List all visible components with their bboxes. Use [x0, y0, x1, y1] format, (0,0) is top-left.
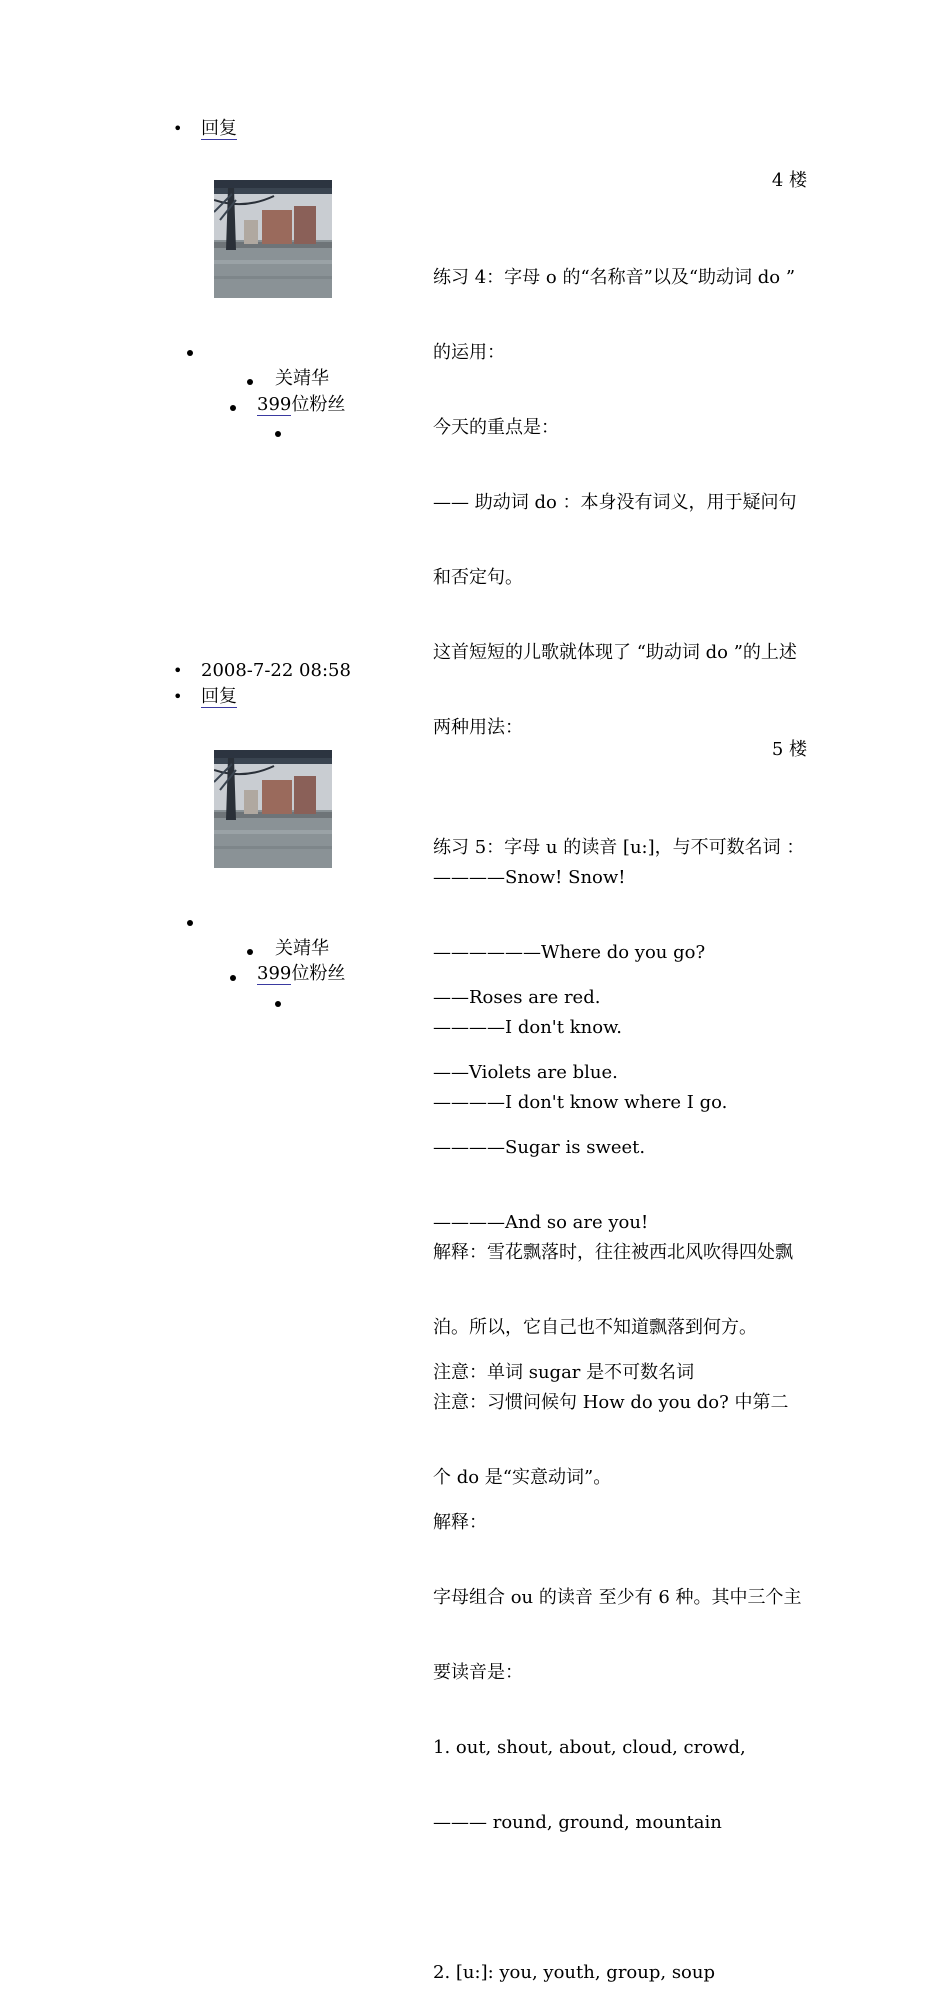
post-line: 泊。所以，它自己也不知道飘落到何方。: [433, 1317, 757, 1338]
list-bullet: [230, 975, 236, 981]
post-line: 解释：: [433, 1512, 487, 1533]
post-line: 1. out, shout, about, cloud, crowd,: [433, 1737, 746, 1758]
post-line: ————I don't know.: [433, 1017, 623, 1038]
post-line: 注意：习惯问候句 How do you do? 中第二: [433, 1392, 789, 1413]
fans-suffix: 位粉丝: [291, 963, 346, 984]
post-line: 这首短短的儿歌就体现了 “助动词 do ”的上述: [433, 642, 797, 663]
list-bullet: [187, 920, 193, 926]
reply-item: [201, 117, 237, 141]
fans-count-link[interactable]: 399: [257, 394, 292, 415]
list-bullet: [247, 949, 253, 955]
bridge-photo-icon: [214, 180, 332, 298]
floor-number: 5 楼: [771, 739, 807, 760]
fans-suffix: 位粉丝: [291, 394, 346, 415]
post-line: [433, 910, 813, 935]
post-content: [433, 785, 813, 2010]
floor-number: 4 楼: [771, 170, 807, 191]
list-bullet: [247, 379, 253, 385]
fans-info: [257, 962, 345, 986]
post-line: 两种用法：: [433, 717, 523, 738]
post-line: 个 do 是“实意动词”。: [433, 1467, 612, 1488]
post-line: 练习 4：字母 o 的“名称音”以及“助动词 do ”: [433, 267, 796, 288]
post-line: [433, 1285, 813, 1310]
post-line: 要读音是：: [433, 1662, 523, 1683]
post-timestamp: • 2008-7-22 08:58: [201, 659, 351, 683]
post-line: ——Violets are blue.: [433, 1062, 618, 1083]
post-line: 注意：单词 sugar 是不可数名词: [433, 1362, 695, 1383]
reply-link[interactable]: 回复: [201, 118, 237, 139]
fans-count-link[interactable]: 399: [257, 963, 292, 984]
post-line: ————Snow! Snow!: [433, 867, 626, 888]
post-line: ——————Where do you go?: [433, 942, 706, 963]
post-line: 解释：雪花飘落时，往往被西北风吹得四处飘: [433, 1242, 793, 1263]
fans-info: [257, 393, 345, 417]
list-bullet: [187, 350, 193, 356]
post-line: ——Roses are red.: [433, 987, 601, 1008]
post-line: —— 助动词 do ：本身没有词义，用于疑问句: [433, 492, 797, 513]
post-line: 练习 5：字母 u 的读音 [u:]，与不可数名词 ：: [433, 837, 805, 858]
post-line: 今天的重点是：: [433, 417, 559, 438]
post-line: 字母组合 ou 的读音 至少有 6 种。其中三个主: [433, 1587, 802, 1608]
list-bullet: [230, 405, 236, 411]
avatar[interactable]: [214, 180, 332, 298]
reply-link[interactable]: 回复: [201, 686, 237, 707]
post-line: ————And so are you!: [433, 1212, 649, 1233]
post-line: 2. [u:]: you, youth, group, soup: [433, 1962, 716, 1983]
post-line: [433, 1885, 813, 1910]
post-line: ————Sugar is sweet.: [433, 1137, 646, 1158]
bridge-photo-icon: [214, 750, 332, 868]
author-name: 关靖华: [275, 368, 329, 389]
post-line: 和否定句。: [433, 567, 523, 588]
post-line: 的运用：: [433, 342, 505, 363]
avatar[interactable]: [214, 750, 332, 868]
author-name: 关靖华: [275, 938, 329, 959]
post-line: [433, 1435, 813, 1460]
list-bullet: [275, 1001, 281, 1007]
post-line: ————I don't know where I go.: [433, 1092, 728, 1113]
list-bullet: [275, 431, 281, 437]
reply-item: [201, 685, 237, 709]
post-line: ——— round, ground, mountain: [433, 1812, 722, 1833]
